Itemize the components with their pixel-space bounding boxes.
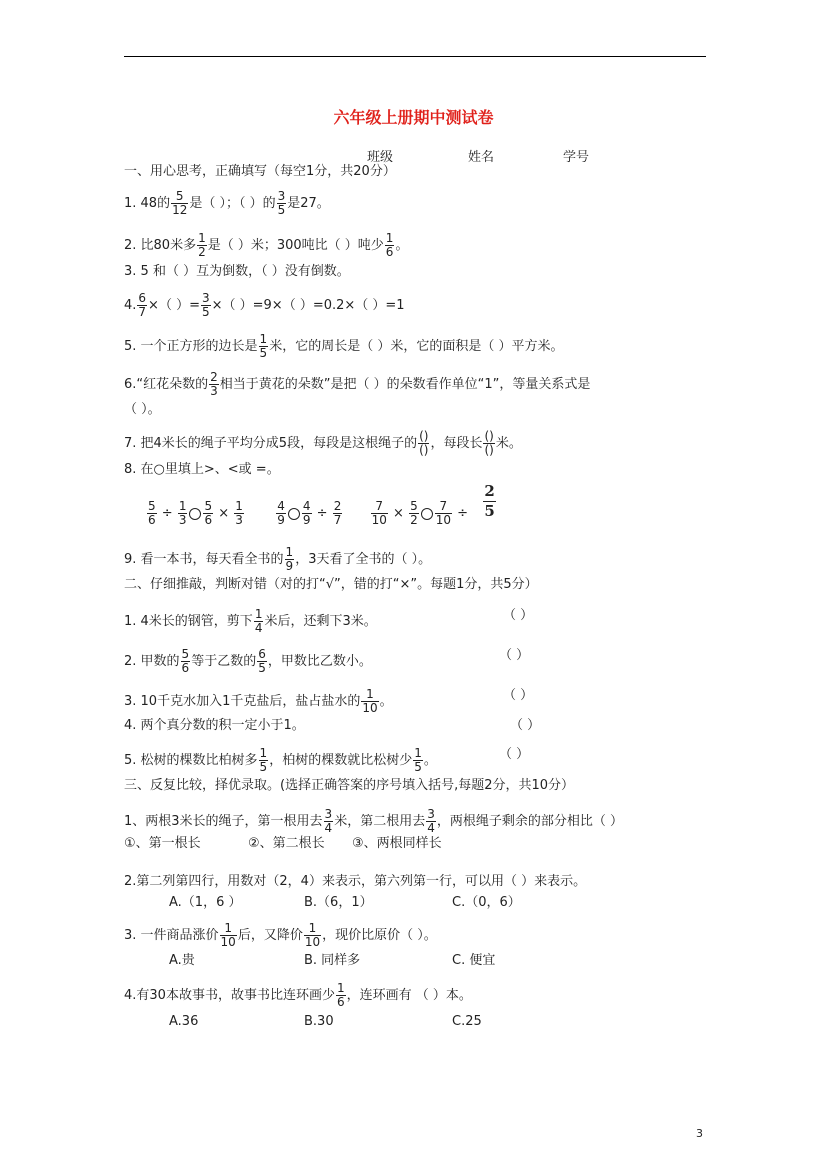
s2-q2: 2. 甲数的 $\frac{5}{6}$ 等于乙数的 $\frac{6}{5}$ ，甲数比乙数小。 bbox=[124, 647, 372, 675]
s3-q4: 4.有30本故事书，故事书比连环画少 $\frac{1}{6}$ ，连环画有 （ ）本。 bbox=[124, 981, 472, 1009]
fraction: $\frac{4}{9}$ bbox=[277, 499, 285, 527]
student-id-label: 学号 bbox=[563, 150, 590, 165]
fraction: $\frac{6}{5}$ bbox=[258, 647, 266, 675]
s2-q5-answer[interactable]: （ ） bbox=[499, 747, 530, 762]
class-label: 班级 bbox=[367, 150, 394, 165]
s1-q9: 9. 看一本书，每天看全书的 $\frac{1}{9}$ ，3天看了全书的（ ）。 bbox=[124, 545, 432, 573]
fraction: $\frac{1}{3}$ bbox=[235, 499, 243, 527]
s3-q2-option-c[interactable]: C.（0，6） bbox=[452, 895, 521, 910]
fraction: $\frac{()}{()}$ bbox=[484, 429, 494, 457]
fraction: $\frac{1}{5}$ bbox=[414, 746, 422, 774]
s3-q1-option-1[interactable]: ①、第一根长 bbox=[124, 836, 201, 851]
header-rule bbox=[124, 56, 706, 57]
s1-q5: 5. 一个正方形的边长是 $\frac{1}{5}$ 米，它的周长是（ ）米，它的面积是（ ）平方米。 bbox=[124, 332, 564, 360]
fraction: $\frac{1}{6}$ bbox=[385, 231, 394, 259]
page-title: 六年级上册期中测试卷 bbox=[333, 108, 494, 127]
page-number: 3 bbox=[696, 1127, 703, 1140]
s3-q2-option-a[interactable]: A.（1，6 ） bbox=[169, 895, 242, 910]
name-label: 姓名 bbox=[468, 150, 495, 165]
s1-q6-blank: （ ）。 bbox=[124, 402, 161, 417]
fraction: $\frac{1}{10}$ bbox=[362, 687, 378, 715]
s1-q6: 6.“红花朵数的 $\frac{2}{3}$ 相当于黄花的朵数”是把（ ）的朵数看作单位“1”，等量关系式是 bbox=[124, 370, 591, 398]
fraction: $\frac{5}{2}$ bbox=[410, 499, 418, 527]
s1-q4: 4. $\frac{6}{7}$ ×（ ）= $\frac{3}{5}$ ×（ ）=9×（ ）=0.2×（ ）=1 bbox=[124, 291, 405, 319]
fraction: $\frac{1}{3}$ bbox=[178, 499, 187, 527]
compare-circle[interactable] bbox=[421, 508, 433, 520]
fraction: $\frac{4}{9}$ bbox=[302, 499, 311, 527]
fraction: $\frac{6}{7}$ bbox=[138, 291, 147, 319]
fraction: $\frac{3}{4}$ bbox=[427, 807, 435, 835]
s3-q1-option-3[interactable]: ③、两根同样长 bbox=[352, 836, 442, 851]
section-1-title: 一、用心思考，正确填写（每空1分，共20分） bbox=[124, 164, 396, 179]
section-2-title: 二、仔细推敲，判断对错（对的打“√”，错的打“×”。每题1分，共5分） bbox=[124, 577, 538, 592]
s3-q3-option-a[interactable]: A.贵 bbox=[169, 953, 195, 968]
s2-q4: 4. 两个真分数的积一定小于1。 bbox=[124, 718, 305, 733]
s3-q4-option-a[interactable]: A.36 bbox=[169, 1014, 199, 1029]
s1-q8: 8. 在○里填上>、<或 =。 bbox=[124, 462, 280, 477]
fraction: $\frac{5}{6}$ bbox=[181, 647, 190, 675]
fraction: $\frac{2}{3}$ bbox=[210, 370, 218, 398]
fraction: $\frac{1}{4}$ bbox=[254, 607, 263, 635]
s1-q3: 3. 5 和（ ）互为倒数，（ ）没有倒数。 bbox=[124, 264, 350, 279]
s2-q5: 5. 松树的棵数比柏树多 $\frac{1}{5}$ ，柏树的棵数就比松树少 $\frac{1}{5}$ 。 bbox=[124, 746, 437, 774]
fraction: $\frac{5}{6}$ bbox=[148, 499, 156, 527]
s1-q1: 1. 48的 $\frac{5}{12}$ 是（ ）；（ ）的 $\frac{3}{5}$ 是27。 bbox=[124, 189, 330, 217]
s2-q2-answer[interactable]: （ ） bbox=[499, 648, 530, 663]
s3-q4-option-c[interactable]: C.25 bbox=[452, 1014, 482, 1029]
s3-q4-option-b[interactable]: B.30 bbox=[304, 1014, 334, 1029]
fraction: $\frac{1}{2}$ bbox=[198, 231, 206, 259]
fraction: $\frac{1}{5}$ bbox=[259, 746, 268, 774]
s3-q1-option-2[interactable]: ②、第二根长 bbox=[248, 836, 325, 851]
s2-q1: 1. 4米长的钢管，剪下 $\frac{1}{4}$ 米后，还剩下3米。 bbox=[124, 607, 377, 635]
s3-q3-option-b[interactable]: B. 同样多 bbox=[304, 953, 361, 968]
fraction: $\frac{1}{5}$ bbox=[259, 332, 268, 360]
s3-q3-option-c[interactable]: C. 便宜 bbox=[452, 953, 496, 968]
section-3-title: 三、反复比较，择优录取。(选择正确答案的序号填入括号,每题2分，共10分） bbox=[124, 778, 575, 793]
s2-q4-answer[interactable]: （ ） bbox=[510, 718, 541, 733]
fraction: $\frac{1}{6}$ bbox=[336, 981, 345, 1009]
s1-q7: 7. 把4米长的绳子平均分成5段，每段是这根绳子的 $\frac{()}{()}$ ，每段长 $\frac{()}{()}$ 米。 bbox=[124, 429, 522, 457]
fraction: $\frac{3}{5}$ bbox=[201, 291, 210, 319]
fraction: $\frac{7}{10}$ bbox=[371, 499, 387, 527]
s1-q8-comparisons: $\frac{5}{6}$ ÷ $\frac{1}{3}$ $\frac{5}{6}$ × $\frac{1}{3}$ $\frac{4}{9}$ $\frac{4}{9}$ ÷ $\frac{2}{7}$ $\frac{7}{10}$ × $\frac{5}{2}$ $\frac{7}{10}$ ÷ $\frac{2}{5}$ bbox=[148, 482, 495, 527]
s1-q2: 2. 比80米多 $\frac{1}{2}$ 是（ ）米；300吨比（ ）吨少 $\frac{1}{6}$ 。 bbox=[124, 231, 409, 259]
fraction: $\frac{()}{()}$ bbox=[419, 429, 429, 457]
s3-q2: 2.第二列第四行，用数对（2，4）来表示，第六列第一行，可以用（ ）来表示。 bbox=[124, 874, 587, 889]
fraction: $\frac{5}{12}$ bbox=[172, 189, 188, 217]
s3-q3: 3. 一件商品涨价 $\frac{1}{10}$ 后，又降价 $\frac{1}{10}$ ，现价比原价（ ）。 bbox=[124, 921, 437, 949]
s3-q1: 1、两根3米长的绳子，第一根用去 $\frac{3}{4}$ 米，第二根用去 $\frac{3}{4}$ ，两根绳子剩余的部分相比（ ） bbox=[124, 807, 623, 835]
fraction: $\frac{7}{10}$ bbox=[435, 499, 451, 527]
s2-q3: 3. 10千克水加入1千克盐后，盐占盐水的 $\frac{1}{10}$ 。 bbox=[124, 687, 393, 715]
s2-q1-answer[interactable]: （ ） bbox=[503, 608, 534, 623]
fraction: $\frac{2}{5}$ bbox=[484, 482, 495, 520]
fraction: $\frac{1}{10}$ bbox=[220, 921, 236, 949]
compare-circle[interactable] bbox=[189, 508, 201, 520]
fraction: $\frac{5}{6}$ bbox=[204, 499, 213, 527]
s3-q2-option-b[interactable]: B.（6，1） bbox=[304, 895, 373, 910]
fraction: $\frac{1}{9}$ bbox=[285, 545, 294, 573]
s2-q3-answer[interactable]: （ ） bbox=[503, 688, 534, 703]
fraction: $\frac{2}{7}$ bbox=[333, 499, 342, 527]
fraction: $\frac{3}{5}$ bbox=[277, 189, 286, 217]
fraction: $\frac{1}{10}$ bbox=[304, 921, 321, 949]
compare-circle[interactable] bbox=[288, 508, 300, 520]
fraction: $\frac{3}{4}$ bbox=[324, 807, 333, 835]
